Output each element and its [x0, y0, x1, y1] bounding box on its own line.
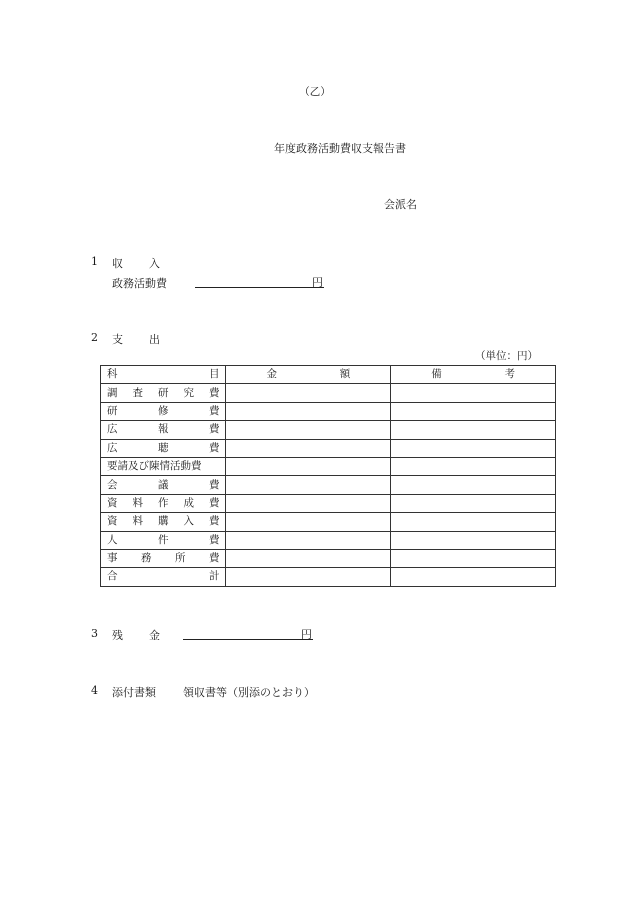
expense-note-cell[interactable]: [391, 549, 556, 567]
expense-category-char: 要請及び陳情活動費: [107, 460, 202, 473]
table-row: [101, 439, 556, 457]
expense-note-cell[interactable]: [391, 476, 556, 494]
expense-category-cell: [101, 439, 226, 457]
expense-category-char: 聴: [157, 441, 169, 454]
expense-note-cell[interactable]: [391, 421, 556, 439]
expense-category-char: 料: [132, 496, 143, 509]
column-header-char: 科: [107, 368, 118, 381]
expense-category-char: 合: [107, 570, 118, 583]
expense-category-char: 計: [208, 570, 220, 583]
column-header-category: [101, 366, 226, 384]
table-row: [101, 402, 556, 420]
table-row: [101, 476, 556, 494]
expense-amount-cell[interactable]: [226, 421, 391, 439]
expense-note-cell[interactable]: [391, 402, 556, 420]
expense-category-cell: [101, 531, 226, 549]
expense-heading: [112, 331, 160, 347]
expense-amount-cell[interactable]: [226, 549, 391, 567]
expense-category-char: 報: [157, 423, 169, 436]
expense-note-cell[interactable]: [391, 384, 556, 402]
expense-heading-char: 出: [149, 333, 160, 346]
expense-note-cell[interactable]: [391, 568, 556, 586]
expense-category-char: 広: [107, 423, 118, 436]
income-item-label: 政務活動費: [112, 277, 167, 290]
expense-category-char: 購: [157, 515, 169, 528]
expense-note-cell[interactable]: [391, 494, 556, 512]
expense-amount-cell[interactable]: [226, 457, 391, 475]
column-header-char: 考: [504, 368, 515, 381]
expense-category-char: 研: [157, 386, 169, 399]
expense-category-cell: [101, 568, 226, 586]
column-header-char: 目: [208, 368, 220, 381]
table-header-row: [101, 366, 556, 384]
column-header-char: 額: [339, 368, 351, 381]
table-row: [101, 549, 556, 567]
expense-category-cell: [101, 384, 226, 402]
expense-note-cell[interactable]: [391, 531, 556, 549]
expense-category-char: 調: [107, 386, 118, 399]
balance-heading-char: 残: [112, 629, 123, 642]
expense-category-char: 究: [183, 386, 194, 399]
table-row: [101, 384, 556, 402]
expense-category-cell: [101, 513, 226, 531]
expense-category-char: 議: [157, 478, 169, 491]
attachments-label: 添付書類: [112, 686, 156, 699]
expense-category-char: 費: [208, 552, 220, 565]
expense-category-char: 修: [157, 404, 169, 417]
expense-category-char: 務: [140, 552, 152, 565]
expense-note-cell[interactable]: [391, 457, 556, 475]
expense-category-char: 費: [208, 386, 220, 399]
column-header-note: [391, 366, 556, 384]
expense-table: [100, 365, 556, 587]
table-row: [101, 513, 556, 531]
expense-category-cell: [101, 402, 226, 420]
expense-category-char: 料: [132, 515, 143, 528]
expense-category-char: 作: [157, 496, 169, 509]
balance-amount-row: [183, 626, 313, 640]
expense-note-cell[interactable]: [391, 439, 556, 457]
column-header-char: 金: [266, 368, 277, 381]
expense-category-char: 費: [208, 404, 220, 417]
income-amount-row: [195, 274, 324, 288]
expense-amount-cell[interactable]: [226, 494, 391, 512]
income-heading: [112, 255, 160, 271]
attachments-section-number: 4: [91, 684, 98, 697]
table-row: [101, 421, 556, 439]
balance-heading: [112, 627, 160, 643]
table-row: [101, 494, 556, 512]
expense-category-char: 費: [208, 423, 220, 436]
income-currency: 円: [312, 276, 323, 289]
expense-category-cell: [101, 421, 226, 439]
balance-amount-field[interactable]: [183, 626, 301, 640]
expense-category-char: 研: [107, 404, 118, 417]
income-amount-field[interactable]: [195, 274, 312, 288]
expense-note-cell[interactable]: [391, 513, 556, 531]
expense-category-char: 費: [208, 441, 220, 454]
balance-currency: 円: [301, 628, 312, 641]
expense-amount-cell[interactable]: [226, 531, 391, 549]
expense-heading-char: 支: [112, 333, 123, 346]
balance-heading-char: 金: [149, 629, 160, 642]
expense-category-char: 費: [208, 515, 220, 528]
expense-category-char: 入: [183, 515, 194, 528]
expense-amount-cell[interactable]: [226, 402, 391, 420]
expense-category-char: 件: [157, 533, 169, 546]
expense-category-char: 成: [183, 496, 194, 509]
unit-note: （単位：円）: [475, 350, 538, 362]
expense-amount-cell[interactable]: [226, 439, 391, 457]
expense-category-cell: [101, 457, 226, 475]
expense-amount-cell[interactable]: [226, 384, 391, 402]
expense-amount-cell[interactable]: [226, 476, 391, 494]
expense-amount-cell[interactable]: [226, 568, 391, 586]
column-header-char: 備: [431, 368, 442, 381]
expense-category-char: 広: [107, 441, 118, 454]
expense-category-cell: [101, 476, 226, 494]
column-header-amount: [226, 366, 391, 384]
expense-category-char: 会: [107, 478, 118, 491]
table-row: [101, 531, 556, 549]
table-row: [101, 457, 556, 475]
expense-category-char: 資: [107, 496, 118, 509]
expense-category-char: 査: [132, 386, 143, 399]
expense-category-char: 所: [174, 552, 186, 565]
attachments-value: 領収書等（別添のとおり）: [183, 686, 315, 699]
expense-section-number: 2: [91, 331, 98, 344]
balance-section-number: 3: [91, 627, 98, 640]
expense-category-char: 費: [208, 496, 220, 509]
expense-category-char: 人: [107, 533, 118, 546]
expense-category-char: 費: [208, 478, 220, 491]
table-row: [101, 568, 556, 586]
expense-category-char: 事: [107, 552, 118, 565]
expense-category-char: 費: [208, 533, 220, 546]
income-section-number: 1: [91, 255, 98, 268]
report-title: 年度政務活動費収支報告書: [274, 142, 406, 155]
expense-amount-cell[interactable]: [226, 513, 391, 531]
expense-category-cell: [101, 494, 226, 512]
expense-category-char: 資: [107, 515, 118, 528]
faction-name-label: 会派名: [384, 198, 417, 211]
income-heading-char: 入: [149, 257, 160, 270]
form-code: （乙）: [299, 86, 331, 98]
income-heading-char: 収: [112, 257, 123, 270]
expense-category-cell: [101, 549, 226, 567]
